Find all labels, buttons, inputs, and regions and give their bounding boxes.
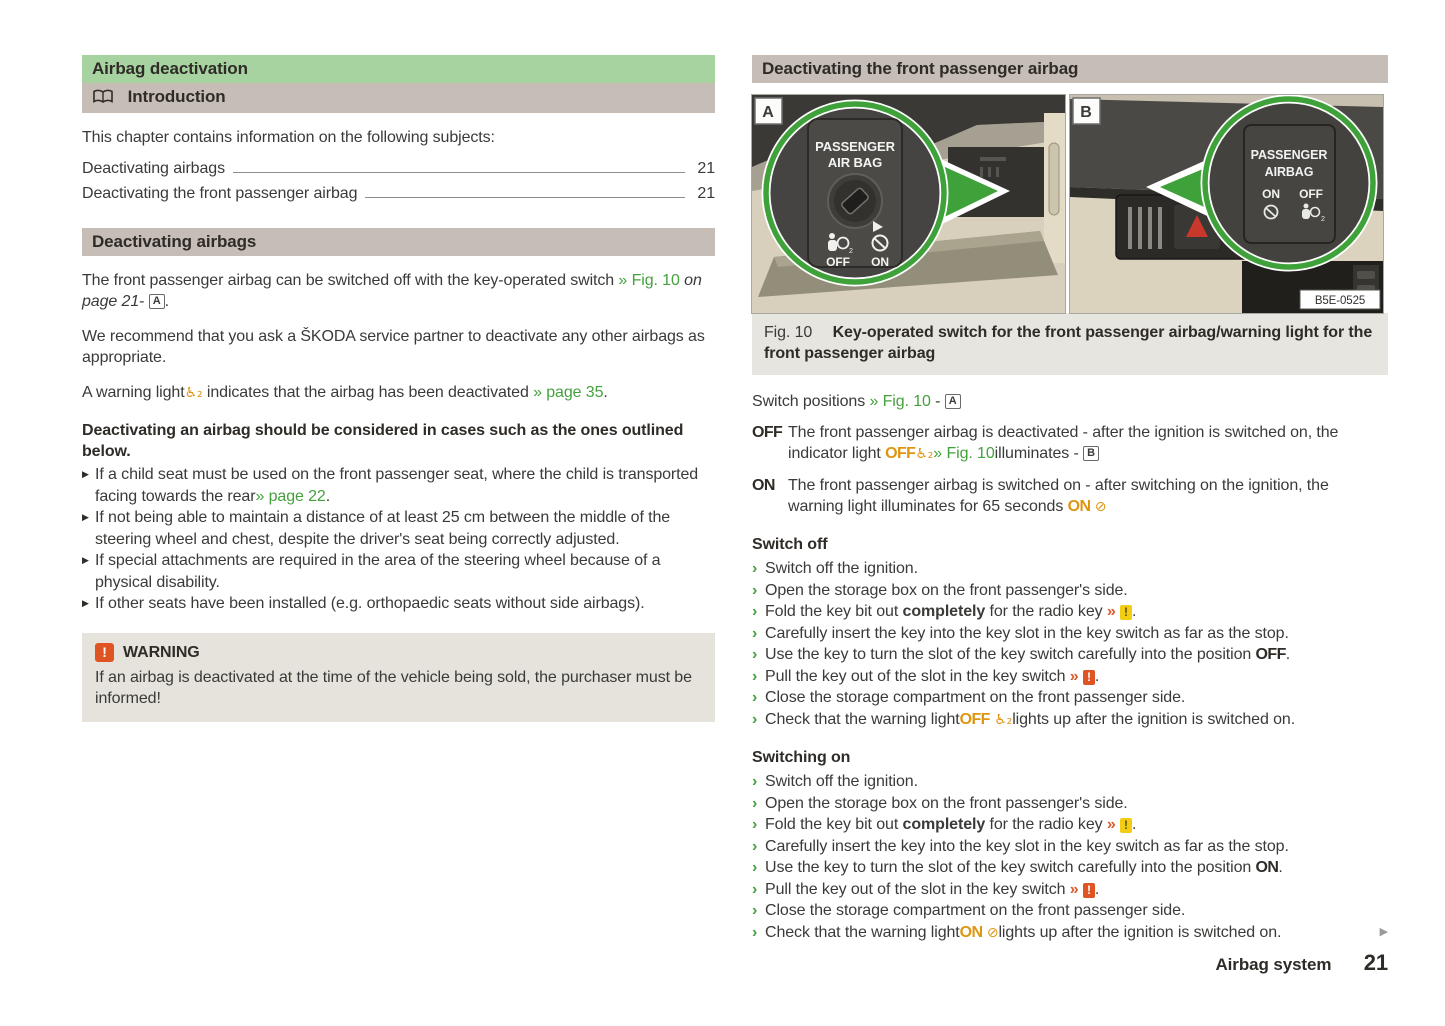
text-segment: . [164,293,169,310]
text-segment: ON [1255,859,1279,876]
step-item [752,623,1388,645]
toc-label[interactable]: Deactivating the front passenger airbag [82,185,358,202]
continuation-arrow-icon: ▶ [1379,924,1388,938]
text-segment: . [325,487,331,505]
step-text [765,838,1289,855]
indicator-label-line2: AIRBAG [1264,165,1314,179]
warning-box [82,633,715,722]
section-title: Deactivating the front passenger airbag [762,59,1079,78]
definition-row [752,422,1388,465]
triangle-bullet-icon: ▶ [82,599,89,609]
svg-text:2: 2 [849,248,853,255]
section-title: Deactivating airbags [92,232,257,251]
chevron-bullet-icon: › [752,667,758,685]
chevron-bullet-icon: › [752,794,758,812]
step-item [752,793,1388,815]
chevron-bullet-icon: › [752,837,758,855]
text-segment: completely [902,603,986,620]
step-item [752,900,1388,922]
step-item [752,666,1388,688]
text-segment: lights up after the ignition is switched on. [1012,710,1296,728]
warning-body: If an airbag is deactivated at the time of the vehicle being sold, the purchaser must be informed! [95,668,692,707]
chevron-bullet-icon: › [752,773,758,790]
step-text [765,711,1295,728]
step-text [765,859,1283,876]
text-segment: . [603,384,608,401]
text-segment: If special attachments are required in the area of the steering wheel because of a physical disability. [95,552,661,591]
paragraph-bold-intro: Deactivating an airbag should be considered in cases such as the ones outlined below. [82,422,684,460]
paragraph: We recommend that you ask a ŠKODA service partner to deactivate any other airbags as appropriate. [82,328,705,366]
text-segment: If not being able to maintain a distance of at least 25 cm between the middle of the steering wheel and chest, despite the driver's seat being correctly adjusted. [95,509,671,548]
airbag-on-icon: ⊘ [986,924,999,941]
chevron-bullet-icon: › [752,923,758,941]
toc-page-number: 21 [697,160,715,177]
chevron-bullet-icon: › [752,646,758,663]
list-item-text [95,509,670,548]
airbag-deactivated-icon: ♿₂ [915,446,934,462]
text-segment: ON [1067,498,1091,515]
definition-term: ON [752,477,775,494]
figure-caption-text: Key-operated switch for the front passenger airbag/warning light for the front passenger airbag [764,324,1373,362]
text-segment: Close the storage compartment on the front passenger side. [765,689,1186,706]
text-segment: Use the key to turn the slot of the key switch carefully into the position [765,859,1256,876]
switching-on-steps [752,771,1388,944]
text-segment: on page 21 [82,272,702,310]
cross-reference-link[interactable]: » Fig. 10 [933,445,995,462]
text-segment: A warning light [82,384,185,401]
text-segment: Open the storage box on the front passenger's side. [765,581,1128,599]
step-text [765,603,1136,620]
switch-off-heading: Switch off [752,536,828,553]
text-segment: Check that the warning light [765,710,960,728]
step-text [765,881,1099,898]
introduction-title: Introduction [127,87,226,106]
text-segment: for the radio key [985,603,1107,620]
cross-reference-link[interactable]: » page 22 [255,487,326,505]
chevron-bullet-icon: › [752,710,758,728]
ref-box-a: A [945,394,961,409]
right-column [752,55,1388,944]
step-text [765,816,1136,833]
text-segment: Open the storage box on the front passenger's side. [765,794,1128,812]
step-item [752,857,1388,879]
indicator-on-label: ON [1262,187,1280,201]
step-item [752,814,1388,836]
indicator-off-label: OFF [1299,187,1323,201]
toc-label[interactable]: Deactivating airbags [82,160,225,177]
section-header-deactivating-front-passenger-airbag [752,55,1388,83]
text-segment: . [1094,880,1100,898]
chevron-bullet-icon: › [752,902,758,919]
text-segment: OFF [1255,646,1286,663]
svg-text:2: 2 [1321,216,1325,223]
text-segment: ON [959,923,983,941]
text-segment: The front passenger airbag can be switched off with the key-operated switch [82,272,619,289]
cross-reference-link[interactable]: » page 35 [533,384,604,401]
text-segment: . [1094,667,1100,685]
text-segment: OFF [959,710,990,728]
text-segment: Switch positions [752,393,870,410]
step-text [765,773,918,790]
panel-a-label: A [762,104,774,121]
text-segment: . [1285,646,1291,663]
text-segment: The front passenger airbag is switched on - after switching on the ignition, the warning light illuminates for 65 seconds [788,477,1329,515]
toc-page-number: 21 [697,185,715,202]
footer-page-number: 21 [1363,950,1388,975]
switch-positions-line [752,391,1388,412]
table-of-contents [82,156,715,206]
figure-number: Fig. 10 [764,324,813,341]
chapter-lead: This chapter contains information on the following subjects: [82,129,495,146]
page-footer [752,952,1388,976]
text-segment: . [1131,603,1137,620]
switch-label-line1: PASSENGER [815,139,895,154]
text-segment: If a child seat must be used on the front passenger seat, where the child is transported facing towards the rear [95,466,699,505]
text-segment: illuminates - [994,445,1084,462]
text-segment: indicates that the airbag has been deactivated [202,384,534,401]
switching-on-heading: Switching on [752,749,851,766]
warning-title: WARNING [123,643,200,661]
text-segment: If other seats have been installed (e.g. orthopaedic seats without side airbags). [95,595,645,612]
section-header-deactivating-airbags [82,228,715,256]
chapter-title: Airbag deactivation [92,59,248,78]
text-segment: . [1131,816,1137,833]
toc-leader-line [233,172,685,173]
step-text [765,795,1128,812]
warning-header [95,642,702,663]
triangle-bullet-icon: ▶ [82,513,89,523]
list-item-text [95,552,660,591]
introduction-header [82,83,715,113]
text-segment: - [930,393,945,410]
step-text [765,646,1290,663]
indicator-label-line1: PASSENGER [1250,148,1328,162]
toc-entry[interactable] [82,181,715,206]
text-segment: » [1069,667,1079,685]
step-text [765,924,1281,941]
text-segment: » [1106,816,1116,833]
caution-note-icon: ! [1120,605,1132,620]
cross-reference-link[interactable]: » Fig. 10 [618,272,680,289]
list-item [82,464,715,507]
switch-off-steps [752,558,1388,731]
text-segment: Carefully insert the key into the key slot in the key switch as far as the stop. [765,837,1289,855]
paragraph [82,382,715,404]
airbag-deactivated-icon: ♿₂ [994,711,1013,728]
figure-panel-b-photo [1070,95,1383,313]
airbag-deactivated-icon: ♿₂ [184,385,203,401]
switch-on-label: ON [871,255,889,269]
step-item [752,709,1388,732]
paragraph [82,270,715,312]
cross-reference-link[interactable]: » Fig. 10 [869,393,931,410]
text-segment: lights up after the ignition is switched on. [998,923,1282,941]
step-text [765,625,1289,642]
text-segment: Fold the key bit out [765,603,903,620]
text-segment: Use the key to turn the slot of the key switch carefully into the position [765,646,1256,663]
chevron-bullet-icon: › [752,560,758,577]
condition-list [82,464,715,615]
list-item [82,550,715,593]
step-text [765,668,1099,685]
text-segment: OFF [885,445,916,462]
chevron-bullet-icon: › [752,581,758,599]
caution-note-icon: ! [1120,818,1132,833]
airbag-on-icon: ⊘ [1094,499,1107,515]
step-item [752,879,1388,901]
chapter-header [82,55,715,83]
figure-10 [752,95,1388,375]
toc-leader-line [365,197,685,198]
text-segment: completely [902,816,986,833]
list-item-text [95,595,645,612]
chevron-bullet-icon: › [752,624,758,642]
text-segment: Close the storage compartment on the front passenger side. [765,902,1186,919]
step-item [752,922,1388,945]
definition-text [788,422,1388,465]
list-item [82,593,715,615]
definition-term: OFF [752,424,783,441]
warning-exclamation-icon: ! [95,643,114,662]
step-item [752,580,1388,602]
open-book-icon [92,88,114,109]
text-segment: Pull the key out of the slot in the key switch [765,667,1070,685]
figure-caption [752,313,1388,375]
text-segment: Check that the warning light [765,923,960,941]
step-text [765,582,1128,599]
text-segment: Pull the key out of the slot in the key switch [765,880,1070,898]
step-item [752,601,1388,623]
text-segment: » [1069,880,1079,898]
definition-row [752,475,1388,518]
step-text [765,902,1185,919]
step-item [752,687,1388,709]
warning-note-icon: ! [1083,883,1095,898]
chevron-bullet-icon: › [752,689,758,706]
step-text [765,560,918,577]
image-code-label: B5E-0525 [1314,295,1366,307]
definition-text [788,475,1388,518]
list-item [82,507,715,550]
figure-panel-a-photo [752,95,1065,313]
triangle-bullet-icon: ▶ [82,470,89,480]
step-item [752,558,1388,580]
text-segment: The front passenger airbag is deactivated - after the ignition is switched on, the indicator light [788,424,1339,462]
switch-position-definitions [752,422,1388,518]
ref-box-b: B [1083,446,1099,461]
chevron-bullet-icon: › [752,603,758,620]
indicator-display-panel [1244,125,1335,243]
ref-box-a: A [149,294,165,309]
text-segment: Fold the key bit out [765,816,903,833]
step-item [752,644,1388,666]
footer-section-title: Airbag system [1215,955,1332,974]
chevron-bullet-icon: › [752,859,758,876]
text-segment: - [139,293,149,310]
step-text [765,689,1185,706]
switch-off-label: OFF [826,255,850,269]
figure-panels [752,95,1388,313]
text-segment: Switch off the ignition. [765,560,918,577]
step-item [752,836,1388,858]
toc-entry[interactable] [82,156,715,181]
step-item [752,771,1388,793]
panel-b-label: B [1080,104,1092,121]
text-segment: Switch off the ignition. [765,773,918,790]
left-column [82,55,715,722]
text-segment: for the radio key [985,816,1107,833]
chevron-bullet-icon: › [752,880,758,898]
list-item-text [95,466,698,505]
triangle-bullet-icon: ▶ [82,556,89,566]
text-segment: » [1106,603,1116,620]
switch-label-line2: AIR BAG [827,155,883,170]
text-segment: Carefully insert the key into the key slot in the key switch as far as the stop. [765,624,1289,642]
warning-note-icon: ! [1083,670,1095,685]
text-segment: . [1278,859,1283,876]
chevron-bullet-icon: › [752,816,758,833]
